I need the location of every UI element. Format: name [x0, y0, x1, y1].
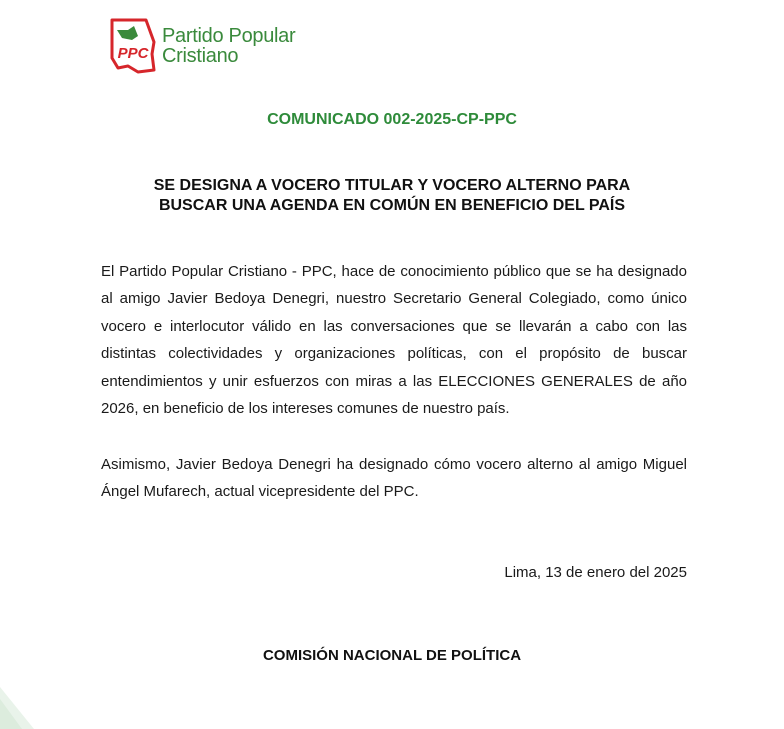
party-name-line2: Cristiano	[162, 45, 239, 67]
signature: COMISIÓN NACIONAL DE POLÍTICA	[262, 647, 522, 664]
party-name	[162, 26, 295, 66]
communique-number: COMUNICADO 002-2025-CP-PPC	[267, 111, 517, 128]
body-paragraph-2: Asimismo, Javier Bedoya Denegri ha designado cómo vocero alterno al amigo Miguel Ángel Mufarech, actual vicepresidente del PPC.	[101, 456, 687, 501]
party-name-line1: Partido Popular	[162, 25, 296, 47]
headline-line2: BUSCAR UNA AGENDA EN COMÚN EN BENEFICIO DEL PAÍS	[158, 197, 626, 214]
headline	[100, 176, 684, 216]
party-logo	[108, 18, 295, 74]
date-line: Lima, 13 de enero del 2025	[504, 564, 687, 581]
body-paragraph-1: El Partido Popular Cristiano - PPC, hace de conocimiento público que se ha designado al amigo Javier Bedoya Denegri, nuestro Secretario General Colegiado, como único vocero e interlocutor válido en las conversaciones que se llevarán a cabo con las distintas colectividades y organizaciones políticas, con el propósito de buscar entendimientos y unir esfuerzos con miras a las ELECCIONES GENERALES de año 2026, en beneficio de los intereses comunes de nuestro país.	[101, 263, 687, 418]
ppc-logo-icon	[108, 18, 158, 74]
corner-decoration	[0, 669, 60, 729]
logo-mark-text: PPC	[117, 45, 149, 62]
headline-line1: SE DESIGNA A VOCERO TITULAR Y VOCERO ALTERNO PARA	[153, 177, 631, 194]
